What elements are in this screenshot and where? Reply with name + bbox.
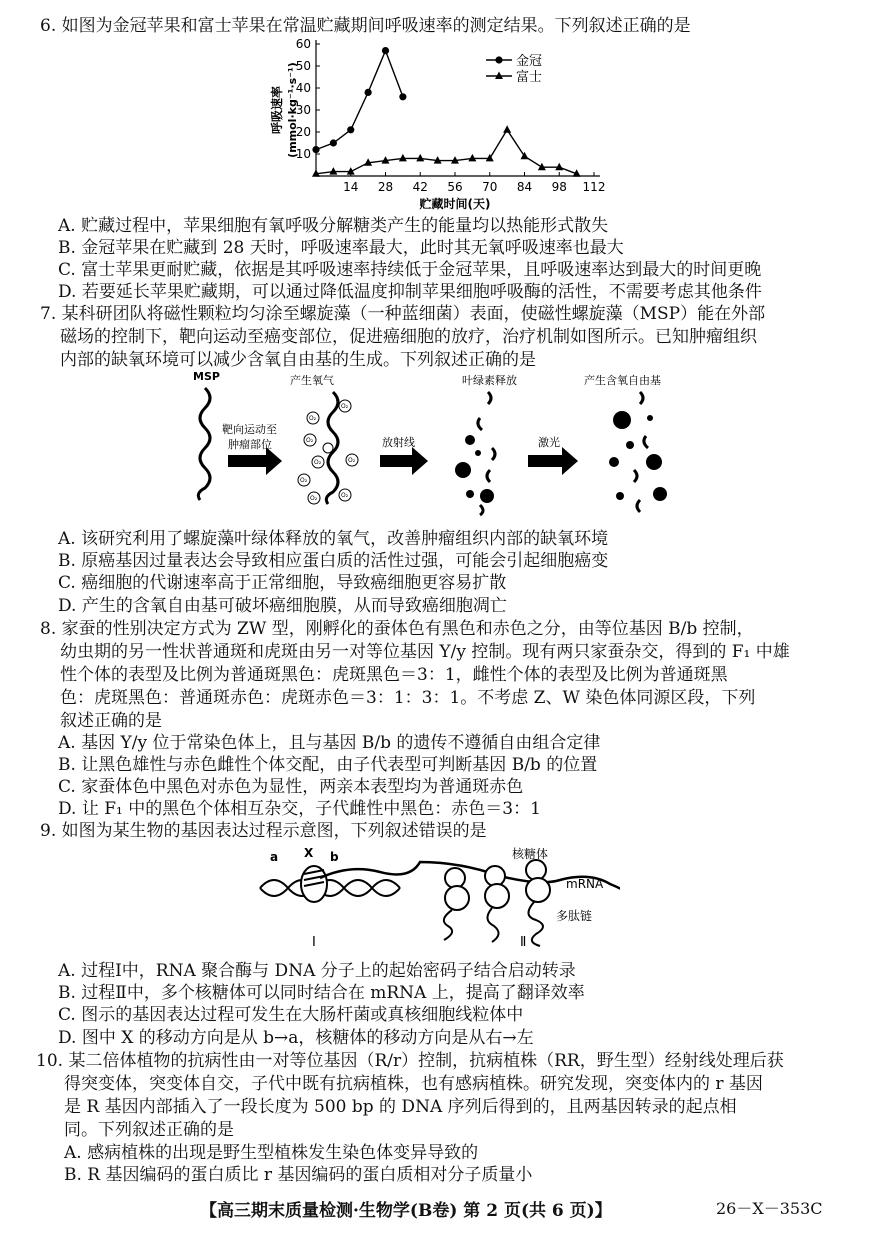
q9-option-a: A. 过程Ⅰ中，RNA 聚合酶与 DNA 分子上的起始密码子结合启动转录 bbox=[58, 961, 576, 981]
y-axis-unit: (mmol·kg⁻¹·s⁻¹) bbox=[286, 62, 299, 158]
q6-stem: 6. 如图为金冠苹果和富士苹果在常温贮藏期间呼吸速率的测定结果。下列叙述正确的是 bbox=[40, 16, 691, 36]
q9-option-c: C. 图示的基因表达过程可发生在大肠杆菌或真核细胞线粒体中 bbox=[58, 1005, 524, 1025]
data-point-金冠 bbox=[347, 126, 354, 133]
x-tick-label: 98 bbox=[551, 180, 567, 194]
step1-label-a: 靶向运动至 bbox=[222, 423, 277, 436]
legend-label-金冠: 金冠 bbox=[516, 54, 543, 69]
legend-label-富士: 富士 bbox=[516, 70, 543, 85]
ribosome-icon bbox=[526, 878, 550, 902]
x-tick-label: 56 bbox=[447, 180, 463, 194]
y-axis-label: 呼吸速率 bbox=[270, 85, 284, 135]
broken-msp-fragments bbox=[455, 392, 495, 515]
series-line-富士 bbox=[316, 130, 577, 174]
laser-label: 激光 bbox=[538, 436, 560, 449]
x-tick-label: 84 bbox=[516, 180, 533, 194]
oxygen-bubbles bbox=[298, 400, 358, 504]
q6-respiration-chart bbox=[262, 36, 612, 212]
q6-option-a: A. 贮藏过程中，苹果细胞有氧呼吸分解糖类产生的能量均以热能形式散失 bbox=[58, 216, 609, 236]
exam-code: 26－X－353C bbox=[716, 1199, 823, 1218]
free-radical-particles bbox=[609, 392, 667, 512]
radicals-label: 产生含氧自由基 bbox=[584, 374, 661, 387]
label-a: a bbox=[270, 850, 279, 864]
y-tick-label: 30 bbox=[295, 103, 311, 117]
data-point-金冠 bbox=[399, 93, 406, 100]
data-point-金冠 bbox=[330, 139, 337, 146]
step1-label-b: 肿瘤部位 bbox=[228, 438, 272, 451]
data-point-富士 bbox=[416, 154, 424, 162]
q8-option-d: D. 让 F₁ 中的黑色个体相互杂交，子代雌性中黑色：赤色＝3：1 bbox=[58, 799, 541, 819]
peptide-label: 多肽链 bbox=[556, 909, 593, 923]
o2-label: O₂ bbox=[306, 437, 314, 444]
label-x: X bbox=[304, 846, 314, 860]
q10-option-b: B. R 基因编码的蛋白质比 r 基因编码的蛋白质相对分子质量小 bbox=[64, 1165, 533, 1185]
q10-option-a: A. 感病植株的出现是野生型植株发生染色体变异导致的 bbox=[64, 1143, 479, 1163]
ribosome-icon bbox=[485, 884, 509, 908]
y-tick-label: 10 bbox=[295, 147, 311, 161]
q9-option-b: B. 过程Ⅱ中，多个核糖体可以同时结合在 mRNA 上，提高了翻译效率 bbox=[58, 983, 585, 1003]
x-tick-label: 42 bbox=[412, 180, 428, 194]
q7-stem-line-2: 磁场的控制下，靶向运动至癌变部位，促进癌细胞的放疗，治疗机制如图所示。已知肿瘤组织 bbox=[60, 327, 757, 347]
data-point-富士 bbox=[503, 125, 511, 133]
q7-stem-line-1: 7. 某科研团队将磁性颗粒均匀涂至螺旋藻（一种蓝细菌）表面，使磁性螺旋藻（MSP）能在外部 bbox=[40, 304, 766, 324]
arrow-right-icon bbox=[380, 447, 428, 475]
y-tick-label: 60 bbox=[295, 37, 311, 51]
q7-msp-mechanism-figure bbox=[180, 368, 700, 520]
q8-option-b: B. 让黑色雄性与赤色雌性个体交配，由子代表型可判断基因 B/b 的位置 bbox=[58, 755, 598, 775]
data-point-金冠 bbox=[365, 89, 372, 96]
data-point-富士 bbox=[538, 163, 546, 171]
q8-stem-line-3: 性个体的表型及比例为普通斑黑色：虎斑黑色＝3：1，雌性个体的表型及比例为普通斑黑 bbox=[60, 665, 728, 685]
o2-label: O₂ bbox=[300, 477, 308, 484]
q10-stem-line-4: 同。下列叙述正确的是 bbox=[64, 1120, 234, 1140]
data-point-富士 bbox=[329, 167, 337, 175]
arrow-right-icon bbox=[228, 447, 282, 475]
y-tick-label: 50 bbox=[295, 59, 311, 73]
o2-label: O₂ bbox=[310, 495, 318, 502]
series-line-金冠 bbox=[316, 51, 403, 150]
ribosome-icon bbox=[485, 866, 505, 886]
ribosome-icon bbox=[445, 868, 465, 888]
label-b: b bbox=[330, 850, 339, 864]
q8-option-a: A. 基因 Y/y 位于常染色体上，且与基因 B/b 的遗传不遵循自由组合定律 bbox=[58, 733, 601, 753]
q10-stem-line-1: 10. 某二倍体植物的抗病性由一对等位基因（R/r）控制，抗病植株（RR，野生型）经射线处理后获 bbox=[36, 1051, 784, 1071]
q9-stem: 9. 如图为某生物的基因表达过程示意图，下列叙述错误的是 bbox=[40, 821, 487, 841]
o2-label: O₂ bbox=[341, 403, 349, 410]
q10-stem-line-2: 得突变体，突变体自交，子代中既有抗病植株，也有感病植株。研究发现，突变体内的 r 基因 bbox=[64, 1074, 763, 1094]
q8-option-c: C. 家蚕体色中黑色对赤色为显性，两亲本表型均为普通斑赤色 bbox=[58, 777, 524, 797]
q7-option-b: B. 原癌基因过量表达会导致相应蛋白质的活性过强，可能会引起细胞癌变 bbox=[58, 551, 609, 571]
q8-stem-line-4: 色：虎斑黑色：普通斑赤色：虎斑赤色＝3：1：3：1。不考虑 Z、W 染色体同源区段，下列 bbox=[60, 688, 756, 708]
q7-stem-line-3: 内部的缺氧环境可以减少含氧自由基的生成。下列叙述正确的是 bbox=[60, 350, 536, 370]
q9-option-d: D. 图中 X 的移动方向是从 b→a，核糖体的移动方向是从右→左 bbox=[58, 1028, 534, 1048]
o2-label: O₂ bbox=[348, 457, 356, 464]
o2-label: O₂ bbox=[341, 492, 349, 499]
data-point-富士 bbox=[399, 154, 407, 162]
o2-label: O₂ bbox=[314, 459, 322, 466]
q6-option-d: D. 若要延长苹果贮藏期，可以通过降低温度抑制苹果细胞呼吸酶的活性，不需要考虑其他条件 bbox=[58, 282, 762, 302]
x-tick-label: 70 bbox=[482, 180, 498, 194]
data-point-富士 bbox=[468, 154, 476, 162]
oxygen-label: 产生氧气 bbox=[290, 374, 334, 387]
q10-stem-line-3: 是 R 基因内部插入了一段长度为 500 bp 的 DNA 序列后得到的，且两基因转录的起点相 bbox=[64, 1097, 737, 1117]
q8-stem-line-2: 幼虫期的另一性状普通斑和虎斑由另一对等位基因 Y/y 控制。现有两只家蚕杂交，得到的 F₁ 中雄 bbox=[60, 642, 790, 662]
ribosome-label: 核糖体 bbox=[512, 847, 549, 861]
chlorophyll-label: 叶绿素释放 bbox=[462, 374, 517, 387]
q8-stem-line-5: 叙述正确的是 bbox=[60, 711, 162, 731]
process-2-label: Ⅱ bbox=[520, 935, 527, 950]
data-point-金冠 bbox=[312, 146, 319, 153]
radiation-label: 放射线 bbox=[382, 436, 415, 449]
x-tick-label: 28 bbox=[377, 180, 394, 194]
q6-option-b: B. 金冠苹果在贮藏到 28 天时，呼吸速率最大，此时其无氧呼吸速率也最大 bbox=[58, 238, 624, 258]
data-point-富士 bbox=[555, 163, 563, 171]
q6-option-c: C. 富士苹果更耐贮藏，依据是其呼吸速率持续低于金冠苹果，且呼吸速率达到最大的时间更晚 bbox=[58, 260, 762, 280]
q9-gene-expression-figure bbox=[250, 840, 620, 952]
ribosome-icon bbox=[526, 860, 546, 880]
x-tick-label: 14 bbox=[343, 180, 359, 194]
x-axis-label: 贮藏时间(天) bbox=[419, 197, 491, 211]
data-point-金冠 bbox=[382, 47, 389, 54]
q7-option-a: A. 该研究利用了螺旋藻叶绿体释放的氧气，改善肿瘤组织内部的缺氧环境 bbox=[58, 529, 609, 549]
msp-label: MSP bbox=[193, 370, 220, 383]
arrow-right-icon bbox=[528, 447, 578, 475]
legend-marker bbox=[495, 72, 503, 80]
mrna-label: mRNA bbox=[566, 877, 604, 891]
o2-bubble bbox=[323, 443, 333, 453]
x-tick-label: 112 bbox=[582, 180, 606, 194]
y-tick-label: 40 bbox=[295, 81, 311, 95]
y-tick-label: 20 bbox=[295, 125, 311, 139]
ribosome-icon bbox=[445, 886, 469, 910]
o2-label: O₂ bbox=[309, 415, 317, 422]
msp-spiral-1 bbox=[198, 388, 210, 500]
q7-option-c: C. 癌细胞的代谢速率高于正常细胞，导致癌细胞更容易扩散 bbox=[58, 573, 507, 593]
process-1-label: Ⅰ bbox=[312, 935, 316, 950]
page-footer: 【高三期末质量检测·生物学(B卷) 第 2 页(共 6 页)】 bbox=[200, 1201, 612, 1221]
q7-option-d: D. 产生的含氧自由基可破坏癌细胞膜，从而导致癌细胞凋亡 bbox=[58, 596, 507, 616]
legend-marker bbox=[495, 56, 502, 63]
q8-stem-line-1: 8. 家蚕的性别决定方式为 ZW 型，刚孵化的蚕体色有黑色和赤色之分，由等位基因 B/b 控制， bbox=[40, 619, 754, 639]
